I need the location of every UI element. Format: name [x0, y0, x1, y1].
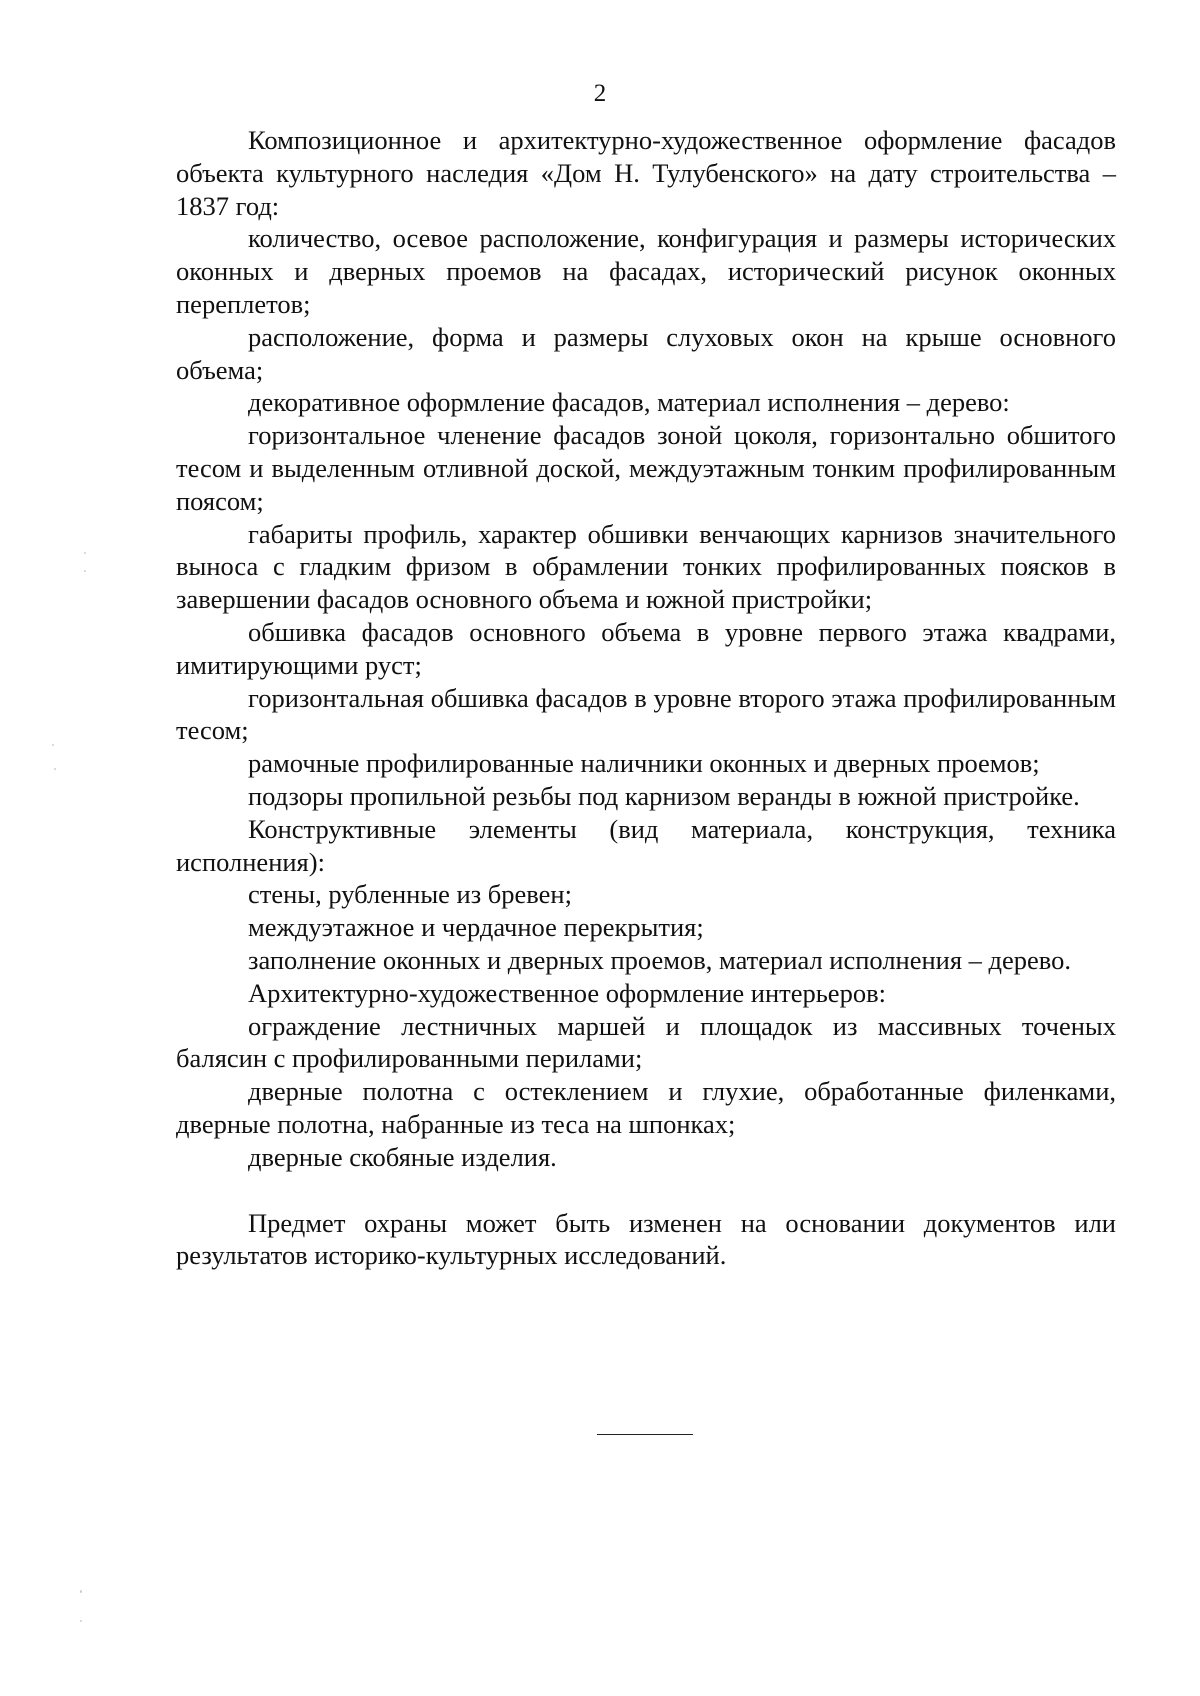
paragraph-opening-fillings: заполнение оконных и дверных проемов, материал исполнения – дерево. [248, 944, 1072, 975]
paragraph-cornices: габариты профиль, характер обшивки венчающих карнизов значительного выноса с гладким фризом в обрамлении тонких профилированных поясков в завершении фасадов основного объема и южной пристройки; [176, 518, 1116, 615]
paragraph-horizontal-division: горизонтальное членение фасадов зоной цоколя, горизонтально обшитого тесом и выделенным отливной доской, междуэтажным тонким профилированным поясом; [176, 420, 1116, 516]
paragraph-structural-elements: Конструктивные элементы (вид материала, конструкция, техника исполнения): [176, 813, 1116, 877]
page-number: 2 [593, 80, 607, 107]
paragraph-platbands: рамочные профилированные наличники оконных и дверных проемов; [248, 748, 1040, 779]
paragraph-log-walls: стены, рубленные из бревен; [248, 879, 572, 910]
document-body [176, 124, 1116, 1272]
paragraph-door-panels: дверные полотна с остеклением и глухие, обработанные филенками, дверные полотна, набранные из теса на шпонках; [176, 1076, 1116, 1139]
paragraph-floors: междуэтажное и чердачное перекрытия; [248, 912, 704, 943]
paragraph-door-hardware: дверные скобяные изделия. [248, 1141, 557, 1172]
paragraph-second-floor-cladding: горизонтальная обшивка фасадов в уровне второго этажа профилированным тесом; [176, 682, 1116, 746]
paragraph-carved-valances: подзоры пропильной резьбы под карнизом веранды в южной пристройке. [248, 780, 1080, 811]
paragraph-decorative-design: декоративное оформление фасадов, материал исполнения – дерево: [248, 387, 1010, 418]
paragraph-facade-design: Композиционное и архитектурно-художественное оформление фасадов объекта культурного наследия «Дом Н. Тулубенского» на дату строительства – 1837 год: [176, 125, 1116, 221]
paragraph-first-floor-cladding: обшивка фасадов основного объема в уровне первого этажа квадрами, имитирующими руст; [176, 616, 1116, 680]
paragraph-dormer-windows: расположение, форма и размеры слуховых окон на крыше основного объема; [176, 321, 1116, 385]
end-separator-line [597, 1434, 693, 1435]
paragraph-interior-design: Архитектурно-художественное оформление интерьеров: [248, 977, 886, 1008]
closing-paragraph: Предмет охраны может быть изменен на основании документов или результатов историко-культурных исследований. [176, 1207, 1116, 1271]
paragraph-staircase-railing: ограждение лестничных маршей и площадок из массивных точеных балясин с профилированными перилами; [176, 1010, 1116, 1074]
paragraph-openings: количество, осевое расположение, конфигурация и размеры исторических оконных и дверных проемов на фасадах, исторический рисунок оконных переплетов; [176, 223, 1116, 319]
